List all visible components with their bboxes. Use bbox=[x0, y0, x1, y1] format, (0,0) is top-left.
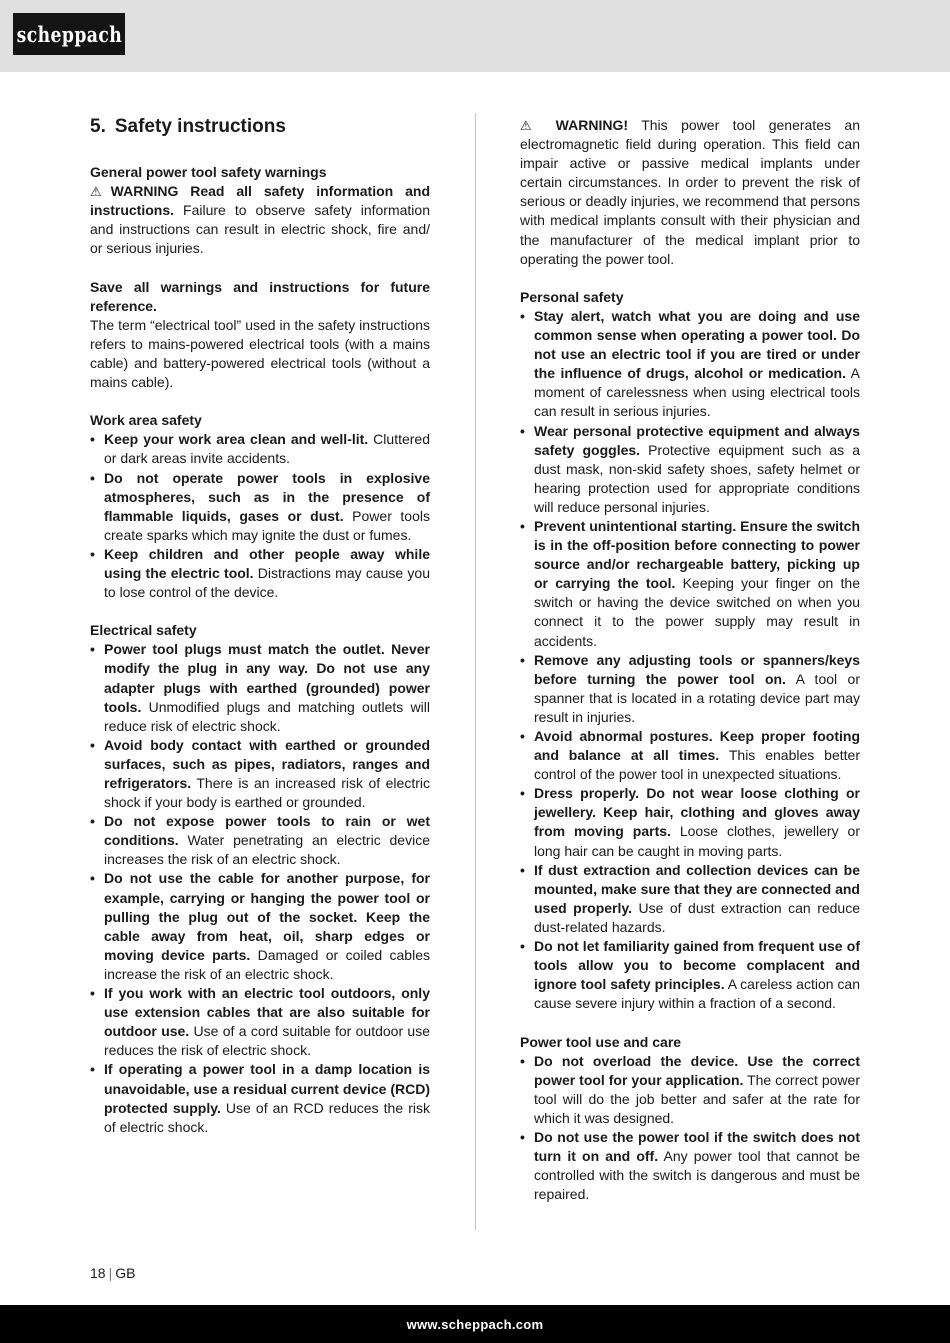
bottom-bar bbox=[0, 1305, 950, 1343]
section-number: 5. bbox=[90, 116, 106, 137]
page-number: 18 bbox=[90, 1265, 106, 1281]
emf-warning-paragraph bbox=[520, 116, 860, 269]
save-instructions-heading: Save all warnings and instructions for future reference. bbox=[90, 278, 430, 314]
left-column bbox=[90, 116, 430, 1137]
warning-icon: ⚠ bbox=[90, 184, 110, 200]
page-language: GB bbox=[115, 1265, 136, 1281]
list-item: • If dust extraction and collection devices can be mounted, make sure that they are connected and used properly. Use of dust extraction can reduce dust-related hazards. bbox=[520, 861, 860, 937]
tool-use-heading: Power tool use and care bbox=[520, 1033, 682, 1050]
list-item: • Power tool plugs must match the outlet. Never modify the plug in any way. Do not use any adapter plugs with earthed (grounded) power tools. Unmodified plugs and matching outlets will reduce risk of electric shock. bbox=[90, 640, 430, 735]
warning-icon: ⚠ bbox=[520, 118, 542, 133]
column-divider bbox=[475, 113, 476, 1230]
list-item: • Prevent unintentional starting. Ensure the switch is in the off-position before connecting to power source and/or rechargeable battery, picking up or carrying the tool. Keeping your finger on the switch or having the device switched on when you connect it to the power supply may result in accidents. bbox=[520, 517, 860, 651]
website-url: www.scheppach.com bbox=[406, 1316, 544, 1332]
list-item: • If operating a power tool in a damp location is unavoidable, use a residual current device (RCD) protected supply. Use of an RCD reduces the risk of electric shock. bbox=[90, 1060, 430, 1136]
brand-logo bbox=[13, 13, 125, 55]
electrical-safety-list bbox=[90, 640, 430, 1136]
general-warning-paragraph bbox=[90, 182, 430, 258]
general-warnings-heading: General power tool safety warnings bbox=[90, 164, 327, 180]
list-item: • Do not overload the device. Use the correct power tool for your application. The correct power tool will do the job better and safer at the rate for which it was designed. bbox=[520, 1052, 860, 1128]
brand-logo-text: scheppach bbox=[16, 21, 122, 47]
personal-safety-heading: Personal safety bbox=[520, 288, 624, 305]
save-instructions-text: The term “electrical tool” used in the safety instructions refers to mains-powered electrical tools (with a mains cable) and battery-powered electrical tools (without a mains cable). bbox=[90, 316, 430, 391]
section-title-text: Safety instructions bbox=[114, 116, 286, 137]
work-area-list bbox=[90, 430, 430, 602]
section-title bbox=[90, 116, 430, 138]
list-item: • Keep your work area clean and well-lit. Cluttered or dark areas invite accidents. bbox=[90, 430, 430, 468]
list-item: • Avoid abnormal postures. Keep proper footing and balance at all times. This enables better control of the power tool in unexpected situations. bbox=[520, 727, 860, 784]
list-item: • Stay alert, watch what you are doing and use common sense when operating a power tool. Do not use an electric tool if you are tired or under the influence of drugs, alcohol or medication. A moment of carelessness when using electrical tools can result in serious injuries. bbox=[520, 307, 860, 422]
list-item: • Keep children and other people away while using the electric tool. Distractions may cause you to lose control of the device. bbox=[90, 545, 430, 602]
emf-warning-text: This power tool generates an electromagnetic field during operation. This field can impair active or passive medical implants under certain circumstances. In order to prevent the risk of serious or deadly injuries, we recommend that persons with medical implants consult with their physician and the manufacturer of the medical implant prior to operating the power tool. bbox=[520, 117, 860, 267]
general-warning-text: Failure to observe safety information and instructions can result in electric shock, fire and/ or serious injuries. bbox=[90, 202, 430, 257]
list-item: • Avoid body contact with earthed or grounded surfaces, such as pipes, radiators, ranges and refrigerators. There is an increased risk of electric shock if your body is earthed or grounded. bbox=[90, 736, 430, 812]
header-band bbox=[0, 0, 950, 72]
list-item: • Do not let familiarity gained from frequent use of tools allow you to become complacent and ignore tool safety principles. A careless action can cause severe injury within a fraction of a second. bbox=[520, 937, 860, 1013]
right-column bbox=[520, 116, 860, 1204]
list-item: • Do not use the cable for another purpose, for example, carrying or hanging the power tool or pulling the plug out of the socket. Keep the cable away from heat, oil, sharp edges or moving device parts. Damaged or coiled cables increase the risk of an electric shock. bbox=[90, 869, 430, 984]
list-item: • Do not expose power tools to rain or wet conditions. Water penetrating an electric device increases the risk of an electric shock. bbox=[90, 812, 430, 869]
electrical-safety-heading: Electrical safety bbox=[90, 622, 197, 639]
list-item: • Do not operate power tools in explosive atmospheres, such as in the presence of flammable liquids, gases or dust. Power tools create sparks which may ignite the dust or fumes. bbox=[90, 469, 430, 545]
tool-use-list bbox=[520, 1052, 860, 1205]
personal-safety-list bbox=[520, 307, 860, 1013]
list-item: • Wear personal protective equipment and always safety goggles. Protective equipment such as a dust mask, non-skid safety shoes, safety helmet or hearing protection used for appropriate conditions will reduce personal injuries. bbox=[520, 422, 860, 517]
general-warning-bold: WARNING Read all safety information and instructions. bbox=[90, 183, 430, 219]
list-item: • If you work with an electric tool outdoors, only use extension cables that are also suitable for outdoor use. Use of a cord suitable for outdoor use reduces the risk of electric shock. bbox=[90, 984, 430, 1060]
emf-warning-bold: WARNING! bbox=[555, 117, 628, 133]
work-area-heading: Work area safety bbox=[90, 412, 202, 429]
list-item: • Dress properly. Do not wear loose clothing or jewellery. Keep hair, clothing and gloves away from moving parts. Loose clothes, jewellery or long hair can be caught in moving parts. bbox=[520, 784, 860, 860]
page-footer bbox=[90, 1265, 135, 1281]
page-separator: | bbox=[108, 1265, 113, 1281]
list-item: • Remove any adjusting tools or spanners/keys before turning the power tool on. A tool or spanner that is located in a rotating device part may result in injuries. bbox=[520, 651, 860, 727]
list-item: • Do not use the power tool if the switch does not turn it on and off. Any power tool that cannot be controlled with the switch is dangerous and must be repaired. bbox=[520, 1128, 860, 1204]
